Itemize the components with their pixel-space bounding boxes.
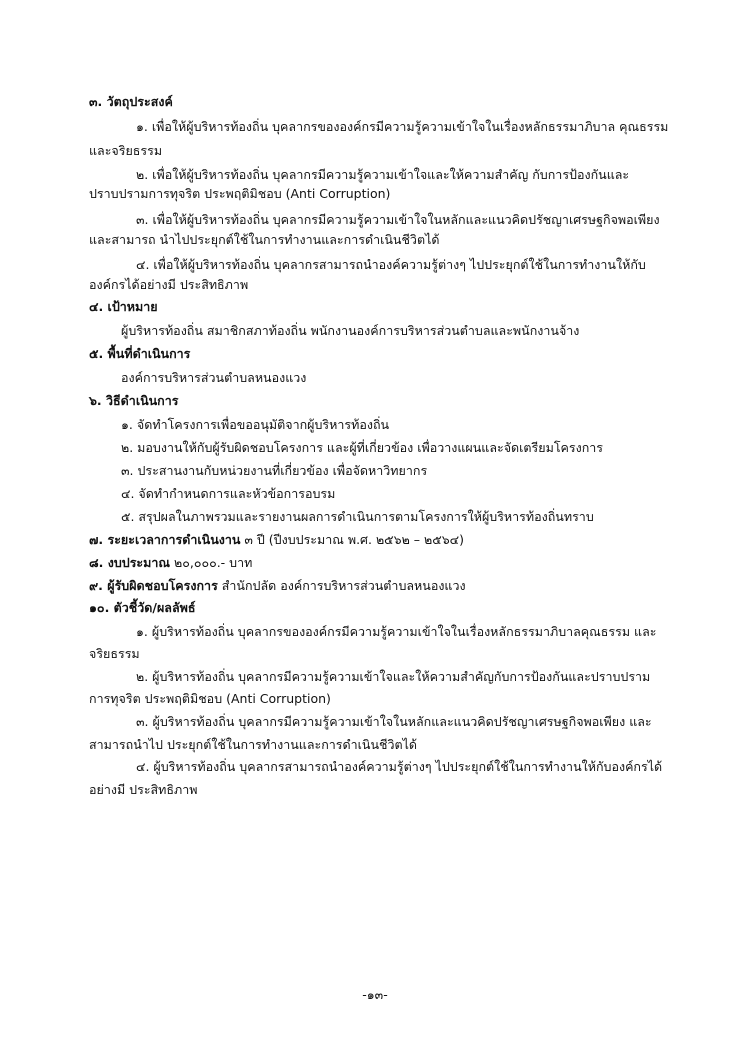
method-step: ๓. ประสานงานกับหน่วยงานที่เกี่ยวข้อง เพื่อจัดหาวิทยากร: [121, 463, 428, 478]
objective-line: และจริยธรรม: [89, 143, 163, 158]
method-step: ๕. สรุปผลในภาพรวมและรายงานผลการดำเนินการตามโครงการให้ผู้บริหารท้องถิ่นทราบ: [121, 509, 594, 524]
section-heading-objectives: ๓. วัตถุประสงค์: [89, 94, 173, 109]
method-step: ๔. จัดทำกำหนดการและหัวข้อการอบรม: [121, 486, 336, 501]
indicator-line: อย่างมี ประสิทธิภาพ: [89, 782, 198, 797]
indicator-line: การทุจริต ประพฤติมิชอบ (Anti Corruption): [89, 691, 331, 706]
section-heading-budget: ๘. งบประมาณ: [89, 555, 170, 570]
budget-row: [89, 555, 252, 571]
indicator-line: สามารถนำไป ประยุกต์ใช้ในการทำงานและการดำเนินชีวิตได้: [89, 737, 418, 752]
indicator-line: จริยธรรม: [89, 646, 140, 661]
objective-line: ๓. เพื่อให้ผู้บริหารท้องถิ่น บุคลากรมีความรู้ความเข้าใจในหลักและแนวคิดปรัชญาเศรษฐกิจพอเพียง: [136, 212, 660, 227]
duration-row: [89, 532, 464, 548]
section-heading-duration: ๗. ระยะเวลาการดำเนินงาน: [89, 532, 241, 547]
objective-line: ๒. เพื่อให้ผู้บริหารท้องถิ่น บุคลากรมีความรู้ความเข้าใจและให้ความสำคัญ กับการป้องกันและ: [136, 167, 630, 182]
objective-line: ๑. เพื่อให้ผู้บริหารท้องถิ่น บุคลากรขององค์กรมีความรู้ความเข้าใจในเรื่องหลักธรรมาภิบาล คุณธรรม: [136, 119, 669, 134]
target-text: ผู้บริหารท้องถิ่น สมาชิกสภาท้องถิ่น พนักงานองค์การบริหารส่วนตำบลและพนักงานจ้าง: [121, 323, 580, 338]
objective-line: และสามารถ นำไปประยุกต์ใช้ในการทำงานและการดำเนินชีวิตได้: [89, 232, 440, 247]
method-step: ๒. มอบงานให้กับผู้รับผิดชอบโครงการ และผู้ที่เกี่ยวข้อง เพื่อวางแผนและจัดเตรียมโครงการ: [121, 440, 604, 455]
objective-line: องค์กรได้อย่างมี ประสิทธิภาพ: [89, 277, 249, 292]
indicator-line: ๔. ผู้บริหารท้องถิ่น บุคลากรสามารถนำองค์ความรู้ต่างๆ ไปประยุกต์ใช้ในการทำงานให้กับองค์กรได้: [136, 759, 663, 774]
indicator-line: ๑. ผู้บริหารท้องถิ่น บุคลากรขององค์กรมีความรู้ความเข้าใจในเรื่องหลักธรรมาภิบาลคุณธรรม และ: [136, 624, 657, 639]
indicator-line: ๒. ผู้บริหารท้องถิ่น บุคลากรมีความรู้ความเข้าใจและให้ความสำคัญกับการป้องกันและปราบปราม: [136, 669, 651, 684]
section-heading-target: ๔. เป้าหมาย: [89, 299, 158, 314]
page-number: -๑๓-: [362, 987, 388, 1002]
method-step: ๑. จัดทำโครงการเพื่อขออนุมัติจากผู้บริหารท้องถิ่น: [121, 417, 390, 432]
objective-line: ปราบปรามการทุจริต ประพฤติมิชอบ (Anti Corruption): [89, 186, 391, 201]
budget-text: ๒๐,๐๐๐.- บาท: [170, 555, 253, 570]
section-heading-responsible: ๙. ผู้รับผิดชอบโครงการ: [89, 578, 218, 593]
section-heading-method: ๖. วิธีดำเนินการ: [89, 393, 179, 408]
objective-line: ๔. เพื่อให้ผู้บริหารท้องถิ่น บุคลากรสามารถนำองค์ความรู้ต่างๆ ไปประยุกต์ใช้ในการทำงานให้กับ: [136, 257, 646, 272]
area-text: องค์การบริหารส่วนตำบลหนองแวง: [121, 370, 307, 385]
section-heading-indicators: ๑๐. ตัวชี้วัด/ผลลัพธ์: [89, 600, 196, 615]
responsible-row: [89, 578, 466, 594]
section-heading-area: ๕. พื้นที่ดำเนินการ: [89, 346, 191, 361]
indicator-line: ๓. ผู้บริหารท้องถิ่น บุคลากรมีความรู้ความเข้าใจในหลักและแนวคิดปรัชญาเศรษฐกิจพอเพียง และ: [136, 714, 652, 729]
duration-text: ๓ ปี (ปีงบประมาณ พ.ศ. ๒๕๖๒ – ๒๕๖๔): [240, 532, 464, 547]
responsible-text: สำนักปลัด องค์การบริหารส่วนตำบลหนองแวง: [217, 578, 466, 593]
